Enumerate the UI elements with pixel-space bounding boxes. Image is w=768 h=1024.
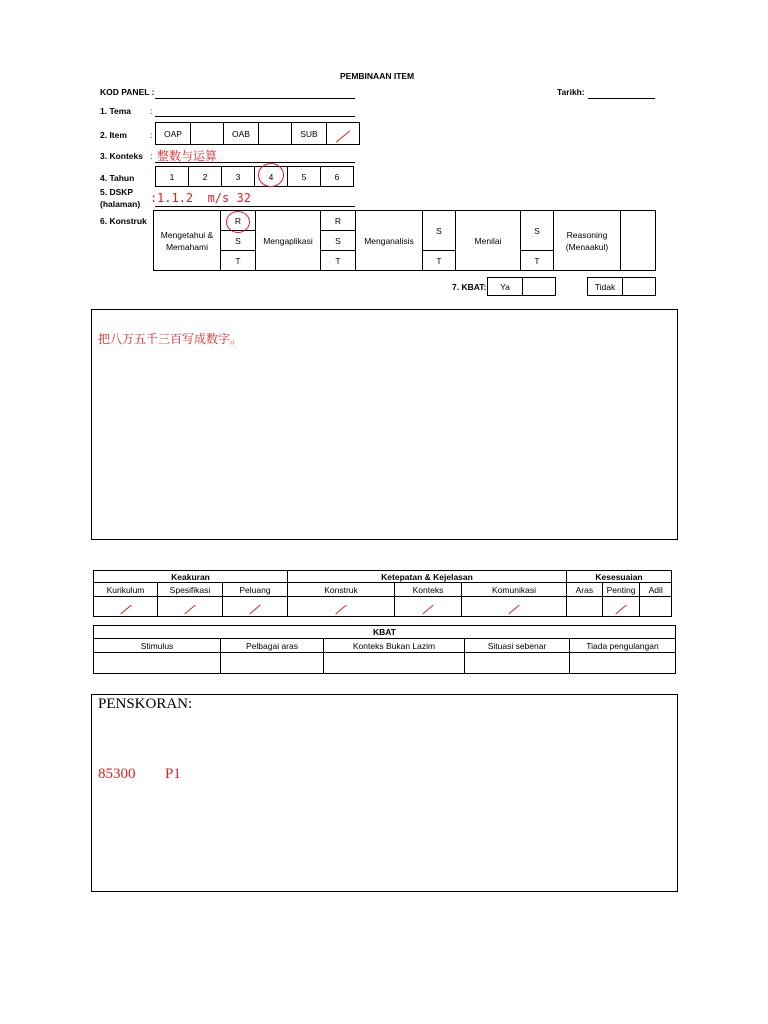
item-label: 2. Item [100,130,127,140]
kbat-label: 7. KBAT: [452,282,487,292]
item-check-oab[interactable] [259,123,292,145]
penskoran-label: PENSKORAN: [98,696,193,712]
col-adil: Adil [640,583,672,597]
kbat-tidak-check[interactable] [623,278,656,296]
tema-field[interactable] [155,116,355,117]
konstruk-menilai: Menilai [456,211,521,271]
konstruk-reasoning-check[interactable] [621,211,656,271]
konstruk-mengetahui: Mengetahui & Memahami [154,211,221,271]
konstruk-label: 6. Konstruk [100,216,147,226]
check-peluang[interactable] [223,597,288,617]
kbat-col-situasi: Situasi sebenar [465,639,570,653]
konstruk-s-1[interactable]: S [221,231,256,251]
item-colon: : [150,130,153,140]
konteks-line [155,162,355,163]
dskp-line [155,206,355,207]
item-check-oap[interactable] [191,123,224,145]
dskp-label: 5. DSKP [100,187,134,197]
col-konteks: Konteks [395,583,462,597]
kbat-col-tiada: Tiada pengulangan [570,639,676,653]
kbat-ya[interactable]: Ya [488,278,523,296]
kbat-ya-check[interactable] [523,278,556,296]
tahun-option-6[interactable]: 6 [321,167,354,187]
kbat-tidak[interactable]: Tidak [588,278,623,296]
tick-mark-icon [249,604,260,614]
konstruk-t-3[interactable]: T [423,251,456,271]
check-spesifikasi[interactable] [158,597,223,617]
col-peluang: Peluang [223,583,288,597]
tema-label: 1. Tema [100,106,132,116]
check-konstruk[interactable] [288,597,395,617]
tarikh-label: Tarikh: [557,87,585,97]
selection-circle-icon [226,211,250,233]
col-konstruk: Konstruk [288,583,395,597]
check-kurikulum[interactable] [94,597,158,617]
item-option-sub[interactable]: SUB [292,123,327,145]
kod-panel-field[interactable] [155,98,355,99]
tick-mark-icon [615,604,626,614]
konstruk-reasoning: Reasoning (Menaakul) [554,211,621,271]
tick-mark-icon [508,604,519,614]
konstruk-t-2[interactable]: T [321,251,356,271]
konteks-label: 3. Konteks [100,151,143,161]
konstruk-s-3[interactable]: S [423,211,456,251]
kbat-check-stimulus[interactable] [94,653,221,674]
kbat-tidak-table [587,277,656,296]
review-table [93,570,672,617]
check-aras[interactable] [567,597,603,617]
col-komunikasi: Komunikasi [462,583,567,597]
form-title: PEMBINAAN ITEM [340,71,415,81]
kbat-col-stimulus: Stimulus [94,639,221,653]
konteks-value: 整数与运算 [157,149,218,163]
group-kesesuaian: Kesesuaian [567,571,672,583]
tahun-label: 4. Tahun [100,173,135,183]
kbat-ya-table [487,277,556,296]
konteks-colon: : [150,151,153,161]
penskoran-box [91,694,678,892]
dskp-sublabel: (halaman) [100,199,141,209]
check-adil[interactable] [640,597,672,617]
tick-mark-icon [335,604,346,614]
penskoran-mark: P1 [165,766,181,782]
item-table [155,122,360,145]
col-kurikulum: Kurikulum [94,583,158,597]
tahun-option-3[interactable]: 3 [222,167,255,187]
kbat-col-pelbagai: Pelbagai aras [221,639,324,653]
konstruk-menganalisis: Menganalisis [356,211,423,271]
check-penting[interactable] [602,597,640,617]
konstruk-t-1[interactable]: T [221,251,256,271]
konstruk-s-2[interactable]: S [321,231,356,251]
konstruk-r-1[interactable]: R [221,211,256,231]
check-komunikasi[interactable] [462,597,567,617]
tarikh-field[interactable] [588,98,655,99]
check-konteks[interactable] [395,597,462,617]
konstruk-mengaplikasi: Mengaplikasi [256,211,321,271]
group-ketepatan: Ketepatan & Kejelasan [288,571,567,583]
question-box [91,309,678,540]
konstruk-s-4[interactable]: S [521,211,554,251]
kbat-check-pelbagai[interactable] [221,653,324,674]
tick-mark-icon [336,130,350,142]
col-aras: Aras [567,583,603,597]
tahun-option-2[interactable]: 2 [189,167,222,187]
item-check-sub[interactable] [327,123,360,145]
tick-mark-icon [120,604,131,614]
review-tick-row [94,597,672,617]
dskp-colon: : [150,191,158,205]
kbat-check-situasi[interactable] [465,653,570,674]
kbat-col-konteks: Konteks Bukan Lazim [324,639,465,653]
item-option-oab[interactable]: OAB [224,123,259,145]
kbat-check-tiada[interactable] [570,653,676,674]
item-option-oap[interactable]: OAP [156,123,191,145]
tahun-option-4[interactable]: 4 [255,167,288,187]
konstruk-t-4[interactable]: T [521,251,554,271]
tema-colon: : [150,106,153,116]
col-penting: Penting [602,583,640,597]
konstruk-r-2[interactable]: R [321,211,356,231]
kbat-table-title: KBAT [94,626,676,639]
kbat-check-konteks[interactable] [324,653,465,674]
tahun-option-1[interactable]: 1 [156,167,189,187]
tick-mark-icon [422,604,433,614]
question-text: 把八万五千三百写成数字。 [98,332,243,346]
tick-mark-icon [184,604,195,614]
penskoran-answer: 85300 [98,766,136,782]
dskp-value: 1.1.2 m/s 32 [157,191,251,205]
tahun-table [155,166,354,187]
col-spesifikasi: Spesifikasi [158,583,223,597]
selection-circle-icon [258,163,284,187]
group-keakuran: Keakuran [94,571,288,583]
kbat-table [93,625,676,674]
kod-panel-label: KOD PANEL : [100,87,155,97]
tahun-option-5[interactable]: 5 [288,167,321,187]
